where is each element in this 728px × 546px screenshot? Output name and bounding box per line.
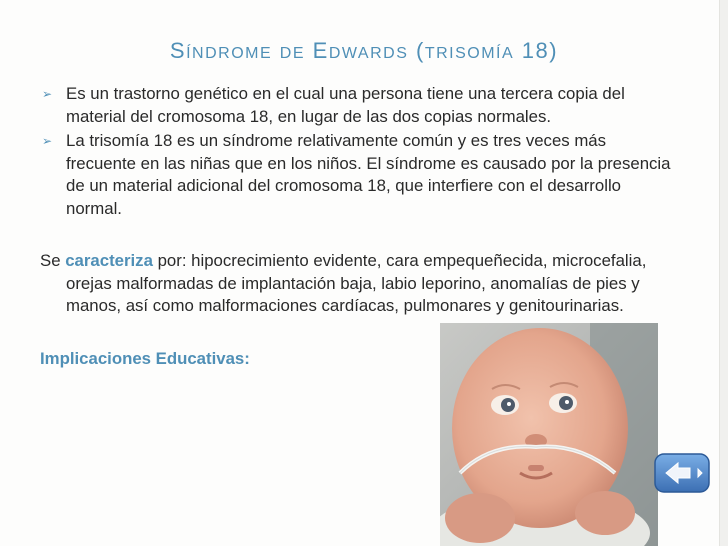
bullet-item-2 bbox=[40, 130, 672, 220]
bullet-text-1: Es un trastorno genético en el cual una persona tiene una tercera copia del material del cromosoma 18, en lugar de las dos copias normales. bbox=[66, 84, 625, 126]
title-word-4-cap: ( bbox=[415, 38, 425, 63]
title-word-1-cap: S bbox=[169, 38, 187, 63]
title-word-3: DWARDS bbox=[328, 45, 409, 62]
paragraph-prefix: Se bbox=[40, 251, 66, 270]
title-word-1: ÍNDROME bbox=[186, 45, 273, 62]
bullet-text-2: La trisomía 18 es un síndrome relativamente común y es tres veces más frecuente en las niñas que en los niños. El síndrome es causado por la presencia de un material adicional del cromosoma 18, que interfiere con el desarrollo normal. bbox=[66, 131, 671, 218]
characteristics-paragraph bbox=[40, 250, 672, 318]
title-word-2: DE bbox=[279, 45, 306, 62]
title-word-4: TRISOMÍA bbox=[424, 45, 515, 62]
baby-photo bbox=[440, 323, 658, 546]
paragraph-keyword: caracteriza bbox=[65, 251, 153, 270]
arrow-bullet-icon: ➢ bbox=[42, 134, 53, 148]
bullet-item-1 bbox=[40, 83, 672, 128]
paragraph-text: por: hipocrecimiento evidente, cara empequeñecida, microcefalia, orejas malformadas de implantación baja, labio leporino, anomalías de pies y manos, así como malformaciones cardíacas, pulmonares y genitourinarias. bbox=[66, 251, 647, 315]
title-word-5: 18) bbox=[521, 38, 559, 63]
slide-title bbox=[0, 38, 728, 64]
implicaciones-heading: Implicaciones Educativas: bbox=[40, 348, 250, 368]
back-arrow-icon bbox=[654, 453, 710, 493]
back-nav-button[interactable] bbox=[654, 453, 710, 493]
title-word-3-cap: E bbox=[312, 38, 329, 63]
arrow-bullet-icon: ➢ bbox=[42, 87, 53, 101]
slide-right-edge bbox=[719, 0, 728, 546]
